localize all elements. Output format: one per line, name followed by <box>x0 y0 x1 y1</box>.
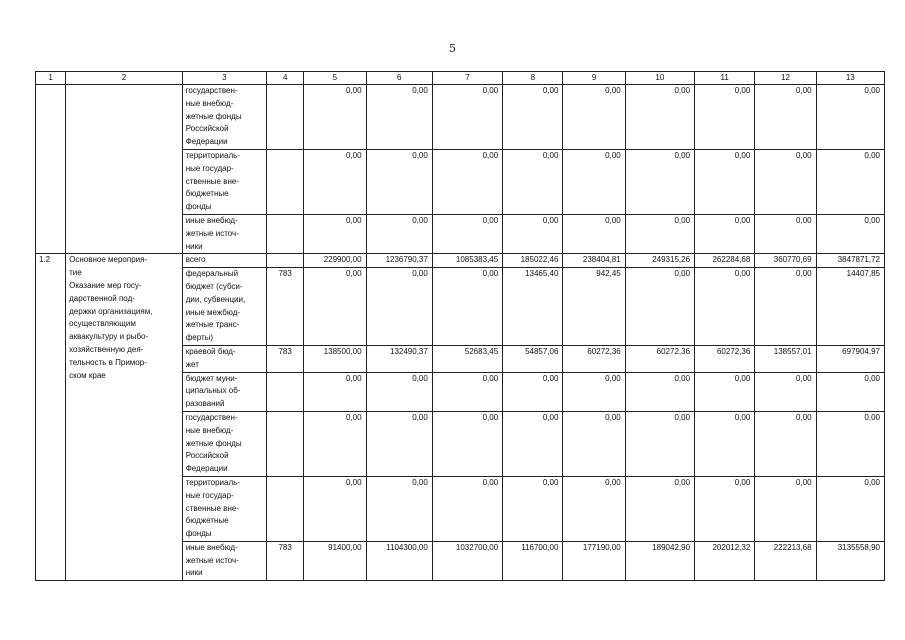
page-number: 5 <box>449 42 456 55</box>
funding-source-cell <box>182 345 266 372</box>
text-line: территориаль- <box>185 150 240 160</box>
value-cell-col-6: 0,00 <box>366 411 432 476</box>
value-cell-col-12: 222213,68 <box>755 541 816 580</box>
text-line: ственные вне- <box>185 176 239 186</box>
text-line: хозяйственную дея- <box>69 344 144 354</box>
value-cell-col-12: 0,00 <box>755 85 816 150</box>
funding-source-cell <box>182 476 266 541</box>
value-cell-col-5: 0,00 <box>304 149 366 214</box>
text-line: ники <box>185 568 203 578</box>
text-line: федеральный <box>185 269 239 279</box>
value-cell-col-10: 0,00 <box>625 85 694 150</box>
budget-code-cell <box>267 372 304 411</box>
text-line: жетные источ- <box>185 228 239 238</box>
column-number-12: 12 <box>755 72 816 85</box>
value-cell-col-7: 0,00 <box>432 268 502 346</box>
value-cell-col-13: 697904,97 <box>816 345 884 372</box>
value-cell-col-12: 0,00 <box>755 268 816 346</box>
text-line: жетные фонды <box>185 111 242 121</box>
value-cell-col-7: 1085383,45 <box>432 254 502 268</box>
value-cell-col-13: 0,00 <box>816 411 884 476</box>
activity-name-cell <box>66 85 183 254</box>
text-line: дии, субвенции, <box>185 294 246 304</box>
value-cell-col-10: 60272,36 <box>625 345 694 372</box>
value-cell-col-13: 3847871,72 <box>816 254 884 268</box>
column-number-8: 8 <box>503 72 563 85</box>
row-number-cell <box>36 85 66 254</box>
text-line: иные внебюд- <box>185 215 238 225</box>
column-number-1: 1 <box>36 72 66 85</box>
text-line: ственные вне- <box>185 503 239 513</box>
value-cell-col-10: 0,00 <box>625 411 694 476</box>
text-line: краевой бюд- <box>185 346 236 356</box>
value-cell-col-13: 0,00 <box>816 214 884 253</box>
text-line: фонды <box>185 529 212 539</box>
value-cell-col-9: 177190,00 <box>563 541 625 580</box>
value-cell-col-13: 0,00 <box>816 85 884 150</box>
text-line: ные внебюд- <box>185 425 234 435</box>
value-cell-col-7: 0,00 <box>432 372 502 411</box>
value-cell-col-8: 54857,06 <box>503 345 563 372</box>
value-cell-col-11: 0,00 <box>695 149 755 214</box>
value-cell-col-7: 52683,45 <box>432 345 502 372</box>
value-cell-col-7: 0,00 <box>432 85 502 150</box>
value-cell-col-12: 0,00 <box>755 476 816 541</box>
text-line: держки организациям, <box>69 306 153 316</box>
value-cell-col-12: 0,00 <box>755 214 816 253</box>
value-cell-col-8: 13465,40 <box>503 268 563 346</box>
text-line: осуществляющим <box>69 319 136 329</box>
value-cell-col-6: 0,00 <box>366 85 432 150</box>
text-line: дарственной под- <box>69 293 135 303</box>
value-cell-col-5: 0,00 <box>304 85 366 150</box>
value-cell-col-7: 0,00 <box>432 411 502 476</box>
text-line: разований <box>185 399 225 409</box>
text-line: жет <box>185 359 199 369</box>
value-cell-col-8: 0,00 <box>503 372 563 411</box>
value-cell-col-10: 0,00 <box>625 214 694 253</box>
text-line: Российской <box>185 124 229 134</box>
value-cell-col-7: 0,00 <box>432 476 502 541</box>
value-cell-col-8: 0,00 <box>503 411 563 476</box>
value-cell-col-12: 0,00 <box>755 411 816 476</box>
value-cell-col-11: 0,00 <box>695 268 755 346</box>
text-line: бюджет (субси- <box>185 281 243 291</box>
column-number-7: 7 <box>432 72 502 85</box>
budget-code-cell <box>267 254 304 268</box>
column-number-4: 4 <box>267 72 304 85</box>
value-cell-col-5: 0,00 <box>304 372 366 411</box>
value-cell-col-5: 138500,00 <box>304 345 366 372</box>
text-line: жетные транс- <box>185 320 240 330</box>
value-cell-col-13: 0,00 <box>816 149 884 214</box>
value-cell-col-9: 942,45 <box>563 268 625 346</box>
text-line: тие <box>69 268 82 278</box>
column-number-13: 13 <box>816 72 884 85</box>
value-cell-col-10: 0,00 <box>625 476 694 541</box>
value-cell-col-8: 0,00 <box>503 214 563 253</box>
value-cell-col-6: 0,00 <box>366 214 432 253</box>
value-cell-col-13: 3135558,90 <box>816 541 884 580</box>
value-cell-col-11: 202012,32 <box>695 541 755 580</box>
funding-source-cell <box>182 268 266 346</box>
value-cell-col-6: 1236790,37 <box>366 254 432 268</box>
value-cell-col-10: 0,00 <box>625 149 694 214</box>
value-cell-col-11: 0,00 <box>695 372 755 411</box>
value-cell-col-10: 189042,90 <box>625 541 694 580</box>
text-line: иные внебюд- <box>185 542 238 552</box>
text-line: тельность в Примор- <box>69 357 147 367</box>
text-line: всего <box>185 255 206 265</box>
value-cell-col-8: 116700,00 <box>503 541 563 580</box>
value-cell-col-9: 0,00 <box>563 411 625 476</box>
value-cell-col-5: 0,00 <box>304 476 366 541</box>
value-cell-col-6: 0,00 <box>366 268 432 346</box>
value-cell-col-10: 0,00 <box>625 268 694 346</box>
value-cell-col-11: 0,00 <box>695 214 755 253</box>
budget-code-cell: 783 <box>267 268 304 346</box>
value-cell-col-8: 0,00 <box>503 85 563 150</box>
value-cell-col-6: 0,00 <box>366 372 432 411</box>
value-cell-col-10: 0,00 <box>625 372 694 411</box>
funding-source-cell <box>182 372 266 411</box>
budget-table <box>35 71 885 581</box>
table-row <box>36 85 885 150</box>
column-number-5: 5 <box>304 72 366 85</box>
value-cell-col-5: 0,00 <box>304 214 366 253</box>
value-cell-col-7: 1032700,00 <box>432 541 502 580</box>
funding-source-cell <box>182 411 266 476</box>
column-number-6: 6 <box>366 72 432 85</box>
text-line: иные межбюд- <box>185 307 241 317</box>
text-line: ском крае <box>69 370 106 380</box>
value-cell-col-9: 0,00 <box>563 372 625 411</box>
text-line: фонды <box>185 202 212 212</box>
row-number-cell: 1.2 <box>36 254 66 581</box>
value-cell-col-9: 60272,36 <box>563 345 625 372</box>
value-cell-col-11: 262284,68 <box>695 254 755 268</box>
value-cell-col-6: 1104300,00 <box>366 541 432 580</box>
column-number-10: 10 <box>625 72 694 85</box>
value-cell-col-9: 0,00 <box>563 214 625 253</box>
budget-code-cell <box>267 85 304 150</box>
text-line: ные внебюд- <box>185 98 234 108</box>
text-line: государствен- <box>185 86 238 95</box>
value-cell-col-6: 132490,37 <box>366 345 432 372</box>
value-cell-col-13: 0,00 <box>816 372 884 411</box>
text-line: ферты) <box>185 333 214 343</box>
funding-source-cell <box>182 214 266 253</box>
text-line: Оказание мер госу- <box>69 280 142 290</box>
value-cell-col-10: 249315,26 <box>625 254 694 268</box>
column-number-11: 11 <box>695 72 755 85</box>
column-number-header-row <box>36 72 885 85</box>
text-line: бюджетные <box>185 189 229 199</box>
budget-code-cell: 783 <box>267 345 304 372</box>
budget-code-cell <box>267 214 304 253</box>
value-cell-col-6: 0,00 <box>366 476 432 541</box>
value-cell-col-13: 0,00 <box>816 476 884 541</box>
budget-code-cell <box>267 476 304 541</box>
value-cell-col-11: 0,00 <box>695 411 755 476</box>
budget-code-cell <box>267 411 304 476</box>
budget-code-cell <box>267 149 304 214</box>
value-cell-col-9: 238404,81 <box>563 254 625 268</box>
value-cell-col-8: 0,00 <box>503 476 563 541</box>
text-line: Российской <box>185 451 229 461</box>
funding-source-cell <box>182 254 266 268</box>
value-cell-col-13: 14407,85 <box>816 268 884 346</box>
value-cell-col-9: 0,00 <box>563 149 625 214</box>
column-number-3: 3 <box>182 72 266 85</box>
activity-name-cell <box>66 254 183 581</box>
value-cell-col-6: 0,00 <box>366 149 432 214</box>
text-line: Федерации <box>185 137 228 147</box>
table-row <box>36 254 885 268</box>
value-cell-col-11: 0,00 <box>695 476 755 541</box>
text-line: жетные источ- <box>185 555 239 565</box>
text-line: бюджет муни- <box>185 373 238 383</box>
text-line: ные государ- <box>185 490 234 500</box>
value-cell-col-12: 0,00 <box>755 149 816 214</box>
value-cell-col-5: 0,00 <box>304 268 366 346</box>
text-line: территориаль- <box>185 477 240 487</box>
value-cell-col-12: 0,00 <box>755 372 816 411</box>
text-line: ники <box>185 241 203 251</box>
text-line: Основное мероприя- <box>69 255 148 265</box>
value-cell-col-11: 60272,36 <box>695 345 755 372</box>
funding-source-cell <box>182 541 266 580</box>
text-line: аквакультуру и рыбо- <box>69 332 149 342</box>
value-cell-col-11: 0,00 <box>695 85 755 150</box>
text-line: Федерации <box>185 464 228 474</box>
value-cell-col-9: 0,00 <box>563 476 625 541</box>
text-line: ные государ- <box>185 163 234 173</box>
text-line: жетные фонды <box>185 438 242 448</box>
value-cell-col-12: 138557,01 <box>755 345 816 372</box>
value-cell-col-8: 185022,46 <box>503 254 563 268</box>
value-cell-col-5: 229900,00 <box>304 254 366 268</box>
value-cell-col-5: 91400,00 <box>304 541 366 580</box>
funding-source-cell <box>182 149 266 214</box>
value-cell-col-7: 0,00 <box>432 149 502 214</box>
column-number-2: 2 <box>66 72 183 85</box>
value-cell-col-7: 0,00 <box>432 214 502 253</box>
value-cell-col-5: 0,00 <box>304 411 366 476</box>
value-cell-col-12: 360770,69 <box>755 254 816 268</box>
budget-code-cell: 783 <box>267 541 304 580</box>
funding-source-cell <box>182 85 266 150</box>
text-line: ципальных об- <box>185 386 241 396</box>
column-number-9: 9 <box>563 72 625 85</box>
value-cell-col-8: 0,00 <box>503 149 563 214</box>
text-line: бюджетные <box>185 516 229 526</box>
text-line: государствен- <box>185 412 238 422</box>
value-cell-col-9: 0,00 <box>563 85 625 150</box>
